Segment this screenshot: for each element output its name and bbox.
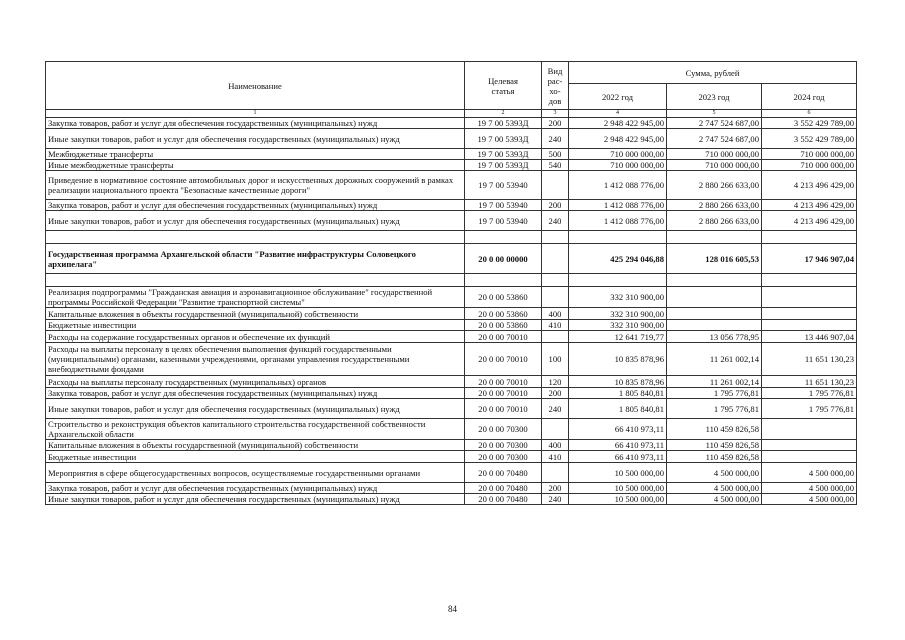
col-index: 3 <box>542 110 569 118</box>
row-name: Закупка товаров, работ и услуг для обеспечения государственных (муниципальных) нужд <box>46 388 465 399</box>
row-sum-2022: 1 805 840,81 <box>569 399 667 419</box>
row-target-code <box>465 231 542 244</box>
row-name: Капитальные вложения в объекты государственной (муниципальной) собственности <box>46 308 465 320</box>
row-sum-2023 <box>667 308 762 320</box>
row-target-code: 19 7 00 53940 <box>465 200 542 211</box>
row-target-code: 20 0 00 70010 <box>465 388 542 399</box>
table-row <box>46 388 857 399</box>
table-row <box>46 343 857 376</box>
row-sum-2024: 710 000 000,00 <box>762 160 857 171</box>
col-index: 1 <box>46 110 465 118</box>
col-index: 2 <box>465 110 542 118</box>
row-sum-2022 <box>569 274 667 287</box>
row-name: Расходы на содержание государственных органов и обеспечение их функций <box>46 331 465 343</box>
row-sum-2022: 10 500 000,00 <box>569 494 667 505</box>
table-row <box>46 211 857 231</box>
col-index: 6 <box>762 110 857 118</box>
row-name: Закупка товаров, работ и услуг для обеспечения государственных (муниципальных) нужд <box>46 483 465 494</box>
table-row <box>46 483 857 494</box>
row-target-code: 19 7 00 53940 <box>465 211 542 231</box>
row-sum-2022: 1 412 088 776,00 <box>569 171 667 200</box>
row-sum-2024: 710 000 000,00 <box>762 149 857 160</box>
header-sum: Сумма, рублей <box>569 62 857 84</box>
row-sum-2023: 110 459 826,58 <box>667 451 762 463</box>
row-sum-2023: 2 747 524 687,00 <box>667 129 762 149</box>
row-sum-2024 <box>762 287 857 308</box>
header-row <box>46 62 857 84</box>
row-sum-2022: 710 000 000,00 <box>569 160 667 171</box>
row-expense-type: 200 <box>542 118 569 129</box>
row-sum-2022: 10 500 000,00 <box>569 483 667 494</box>
row-target-code: 19 7 00 5393Д <box>465 160 542 171</box>
row-expense-type: 410 <box>542 451 569 463</box>
row-target-code: 20 0 00 70480 <box>465 483 542 494</box>
table-row <box>46 419 857 440</box>
row-sum-2023: 4 500 000,00 <box>667 494 762 505</box>
row-target-code: 19 7 00 5393Д <box>465 118 542 129</box>
header-2022: 2022 год <box>569 84 667 110</box>
table-row <box>46 274 857 287</box>
row-sum-2023: 11 261 002,14 <box>667 376 762 388</box>
row-target-code: 20 0 00 70010 <box>465 343 542 376</box>
row-expense-type: 400 <box>542 440 569 451</box>
row-sum-2024: 11 651 130,23 <box>762 343 857 376</box>
row-expense-type <box>542 463 569 483</box>
row-expense-type <box>542 171 569 200</box>
row-target-code: 20 0 00 70010 <box>465 331 542 343</box>
table-row <box>46 129 857 149</box>
row-expense-type <box>542 331 569 343</box>
row-name: Бюджетные инвестиции <box>46 451 465 463</box>
row-expense-type: 240 <box>542 494 569 505</box>
row-sum-2024: 3 552 429 789,00 <box>762 129 857 149</box>
table-row <box>46 463 857 483</box>
row-expense-type: 200 <box>542 483 569 494</box>
row-target-code: 20 0 00 70010 <box>465 376 542 388</box>
row-expense-type <box>542 287 569 308</box>
row-expense-type: 240 <box>542 129 569 149</box>
row-name: Межбюджетные трансферты <box>46 149 465 160</box>
row-sum-2023: 2 747 524 687,00 <box>667 118 762 129</box>
table-row <box>46 376 857 388</box>
row-target-code: 20 0 00 70010 <box>465 399 542 419</box>
row-target-code <box>465 274 542 287</box>
table-row <box>46 451 857 463</box>
row-expense-type: 100 <box>542 343 569 376</box>
row-sum-2022: 332 310 900,00 <box>569 320 667 331</box>
row-expense-type: 540 <box>542 160 569 171</box>
row-target-code: 20 0 00 53860 <box>465 320 542 331</box>
row-sum-2022: 332 310 900,00 <box>569 287 667 308</box>
row-sum-2024 <box>762 451 857 463</box>
row-sum-2024: 1 795 776,81 <box>762 388 857 399</box>
row-sum-2022: 1 412 088 776,00 <box>569 211 667 231</box>
row-sum-2024: 4 500 000,00 <box>762 483 857 494</box>
row-sum-2023: 1 795 776,81 <box>667 388 762 399</box>
table-row <box>46 308 857 320</box>
row-sum-2023: 2 880 266 633,00 <box>667 211 762 231</box>
row-name: Государственная программа Архангельской области "Развитие инфраструктуры Соловецкого архипелага" <box>46 244 465 274</box>
row-expense-type <box>542 419 569 440</box>
row-target-code: 20 0 00 00000 <box>465 244 542 274</box>
row-sum-2023 <box>667 231 762 244</box>
row-sum-2022: 425 294 046,88 <box>569 244 667 274</box>
row-target-code: 20 0 00 70300 <box>465 440 542 451</box>
table-row <box>46 287 857 308</box>
table-row <box>46 149 857 160</box>
row-expense-type <box>542 244 569 274</box>
row-sum-2022: 1 805 840,81 <box>569 388 667 399</box>
row-expense-type: 500 <box>542 149 569 160</box>
row-name: Строительство и реконструкция объектов капитального строительства государственной собственности Архангельской области <box>46 419 465 440</box>
row-sum-2023: 11 261 002,14 <box>667 343 762 376</box>
row-sum-2023: 110 459 826,58 <box>667 419 762 440</box>
table-row <box>46 160 857 171</box>
row-sum-2023: 4 500 000,00 <box>667 483 762 494</box>
row-name: Иные закупки товаров, работ и услуг для обеспечения государственных (муниципальных) нужд <box>46 494 465 505</box>
row-name: Расходы на выплаты персоналу в целях обеспечения выполнения функций государственными (муниципальными) органами, казенными учреждениями, органами управления государственными внебюджетными фондами <box>46 343 465 376</box>
table-row <box>46 231 857 244</box>
row-sum-2024: 1 795 776,81 <box>762 399 857 419</box>
row-expense-type <box>542 231 569 244</box>
row-sum-2022: 66 410 973,11 <box>569 419 667 440</box>
row-sum-2023: 1 795 776,81 <box>667 399 762 419</box>
row-sum-2022: 710 000 000,00 <box>569 149 667 160</box>
row-sum-2024: 4 213 496 429,00 <box>762 200 857 211</box>
table-row <box>46 331 857 343</box>
row-target-code: 20 0 00 53860 <box>465 287 542 308</box>
budget-table <box>45 61 857 505</box>
row-name <box>46 274 465 287</box>
row-sum-2023 <box>667 274 762 287</box>
table-row <box>46 200 857 211</box>
row-sum-2023: 710 000 000,00 <box>667 160 762 171</box>
table-row <box>46 440 857 451</box>
row-name: Бюджетные инвестиции <box>46 320 465 331</box>
row-sum-2022: 332 310 900,00 <box>569 308 667 320</box>
row-sum-2024: 4 213 496 429,00 <box>762 211 857 231</box>
table-row <box>46 399 857 419</box>
row-sum-2024: 17 946 907,04 <box>762 244 857 274</box>
row-target-code: 20 0 00 70480 <box>465 494 542 505</box>
row-name: Закупка товаров, работ и услуг для обеспечения государственных (муниципальных) нужд <box>46 118 465 129</box>
row-sum-2023: 2 880 266 633,00 <box>667 171 762 200</box>
row-sum-2022: 2 948 422 945,00 <box>569 118 667 129</box>
col-index: 4 <box>569 110 667 118</box>
row-sum-2024: 4 500 000,00 <box>762 463 857 483</box>
page-number: 84 <box>448 604 457 614</box>
row-expense-type: 200 <box>542 200 569 211</box>
header-vid: Вид рас- хо- дов <box>542 62 569 110</box>
row-sum-2022: 10 500 000,00 <box>569 463 667 483</box>
row-name: Иные закупки товаров, работ и услуг для обеспечения государственных (муниципальных) нужд <box>46 399 465 419</box>
row-sum-2022: 66 410 973,11 <box>569 451 667 463</box>
header-target: Целевая статья <box>465 62 542 110</box>
row-expense-type: 400 <box>542 308 569 320</box>
header-2024: 2024 год <box>762 84 857 110</box>
row-sum-2023: 110 459 826,58 <box>667 440 762 451</box>
row-sum-2024 <box>762 231 857 244</box>
column-index-row <box>46 110 857 118</box>
row-target-code: 19 7 00 53940 <box>465 171 542 200</box>
header-2023: 2023 год <box>667 84 762 110</box>
row-name <box>46 231 465 244</box>
row-name: Иные закупки товаров, работ и услуг для обеспечения государственных (муниципальных) нужд <box>46 129 465 149</box>
row-target-code: 19 7 00 5393Д <box>465 129 542 149</box>
row-sum-2023: 2 880 266 633,00 <box>667 200 762 211</box>
row-target-code: 20 0 00 53860 <box>465 308 542 320</box>
row-sum-2023: 13 056 778,95 <box>667 331 762 343</box>
row-name: Реализация подпрограммы "Гражданская авиация и аэронавигационное обслуживание" государственной программы Российской Федерации "Развитие транспортной системы" <box>46 287 465 308</box>
row-sum-2022: 12 641 719,77 <box>569 331 667 343</box>
row-sum-2023 <box>667 287 762 308</box>
row-sum-2024: 4 500 000,00 <box>762 494 857 505</box>
col-index: 5 <box>667 110 762 118</box>
row-target-code: 20 0 00 70480 <box>465 463 542 483</box>
row-sum-2024 <box>762 274 857 287</box>
row-expense-type: 240 <box>542 211 569 231</box>
row-sum-2022: 10 835 878,96 <box>569 343 667 376</box>
row-expense-type: 410 <box>542 320 569 331</box>
row-sum-2024: 13 446 907,04 <box>762 331 857 343</box>
row-expense-type <box>542 274 569 287</box>
row-sum-2022: 1 412 088 776,00 <box>569 200 667 211</box>
row-sum-2023: 128 016 605,53 <box>667 244 762 274</box>
row-name: Иные межбюджетные трансферты <box>46 160 465 171</box>
row-sum-2023: 710 000 000,00 <box>667 149 762 160</box>
row-sum-2024 <box>762 320 857 331</box>
row-sum-2022: 2 948 422 945,00 <box>569 129 667 149</box>
row-name: Приведение в нормативное состояние автомобильных дорог и искусственных дорожных сооружений в рамках реализации национального проекта "Безопасные качественные дороги" <box>46 171 465 200</box>
row-sum-2022: 66 410 973,11 <box>569 440 667 451</box>
row-target-code: 20 0 00 70300 <box>465 451 542 463</box>
table-row <box>46 118 857 129</box>
table-row <box>46 494 857 505</box>
table-row <box>46 171 857 200</box>
row-sum-2024 <box>762 419 857 440</box>
header-name: Наименование <box>46 62 465 110</box>
row-sum-2022: 10 835 878,96 <box>569 376 667 388</box>
row-name: Мероприятия в сфере общегосударственных вопросов, осуществляемые государственными органами <box>46 463 465 483</box>
row-sum-2024: 4 213 496 429,00 <box>762 171 857 200</box>
row-name: Закупка товаров, работ и услуг для обеспечения государственных (муниципальных) нужд <box>46 200 465 211</box>
table-row <box>46 244 857 274</box>
row-name: Капитальные вложения в объекты государственной (муниципальной) собственности <box>46 440 465 451</box>
row-name: Расходы на выплаты персоналу государственных (муниципальных) органов <box>46 376 465 388</box>
row-name: Иные закупки товаров, работ и услуг для обеспечения государственных (муниципальных) нужд <box>46 211 465 231</box>
table-row <box>46 320 857 331</box>
row-sum-2024 <box>762 440 857 451</box>
row-sum-2022 <box>569 231 667 244</box>
row-expense-type: 240 <box>542 399 569 419</box>
row-expense-type: 120 <box>542 376 569 388</box>
row-sum-2023 <box>667 320 762 331</box>
row-target-code: 19 7 00 5393Д <box>465 149 542 160</box>
row-sum-2024: 3 552 429 789,00 <box>762 118 857 129</box>
row-sum-2024: 11 651 130,23 <box>762 376 857 388</box>
row-target-code: 20 0 00 70300 <box>465 419 542 440</box>
row-expense-type: 200 <box>542 388 569 399</box>
row-sum-2024 <box>762 308 857 320</box>
row-sum-2023: 4 500 000,00 <box>667 463 762 483</box>
